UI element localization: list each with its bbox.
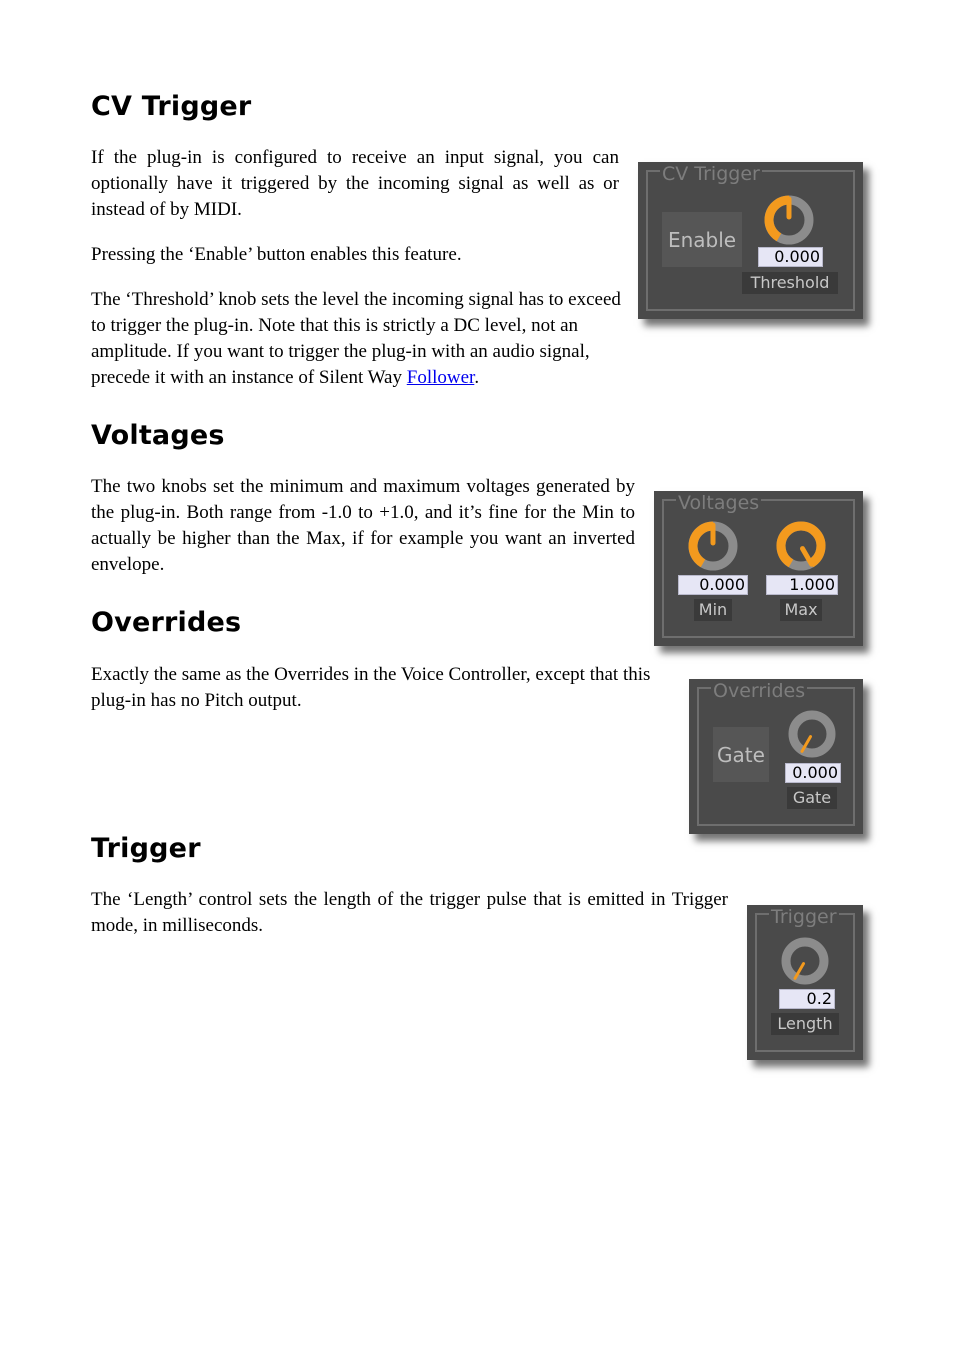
- trigger-panel: [747, 905, 863, 1060]
- section-heading-cv-trigger: CV Trigger: [91, 91, 252, 122]
- cv-trigger-paragraph-3-end: .: [474, 367, 480, 388]
- min-value-field[interactable]: 0.000: [678, 575, 748, 595]
- cv-trigger-panel: [638, 162, 863, 319]
- follower-link[interactable]: Follower: [406, 367, 475, 388]
- section-heading-trigger: Trigger: [91, 833, 201, 864]
- overrides-panel-title: Overrides: [713, 680, 806, 702]
- cv-trigger-paragraph-2: Pressing the ‘Enable’ button enables this feature.: [91, 244, 462, 265]
- min-label: Min: [694, 599, 732, 621]
- knob-level-arc: [781, 526, 821, 563]
- gate-label: Gate: [787, 787, 837, 809]
- trigger-paragraph: The ‘Length’ control sets the length of the trigger pulse that is emitted in Trigger mode, in milliseconds.: [91, 889, 728, 936]
- min-knob[interactable]: [686, 519, 740, 573]
- knob-ring: [786, 942, 824, 980]
- cv-trigger-paragraph-3: [91, 287, 631, 391]
- cv-trigger-paragraph-3-text: The ‘Threshold’ knob sets the level the incoming signal has to exceed to trigger the plug-in. Note that this is strictly a DC level, not an amplitude. If you want to trigger the plug-in with an audio signal, precede it with an instance of Silent Way: [91, 289, 621, 388]
- section-heading-voltages: Voltages: [91, 420, 225, 451]
- max-knob[interactable]: [774, 519, 828, 573]
- threshold-knob[interactable]: [762, 193, 816, 247]
- section-heading-overrides: Overrides: [91, 607, 242, 638]
- max-label: Max: [780, 599, 822, 621]
- threshold-value-field[interactable]: 0.000: [758, 247, 823, 267]
- length-label: Length: [771, 1013, 839, 1035]
- voltages-paragraph: The two knobs set the minimum and maximum voltages generated by the plug-in. Both range from -1.0 to +1.0, and it’s fine for the Min to actually be higher than the Max, if for example you want an inverted envelope.: [91, 476, 635, 575]
- enable-button[interactable]: Enable: [662, 212, 742, 267]
- length-knob[interactable]: [779, 935, 831, 987]
- gate-value-field[interactable]: 0.000: [785, 763, 841, 783]
- knob-level-arc: [769, 200, 789, 237]
- voltages-panel: [654, 491, 863, 646]
- max-value-field[interactable]: 1.000: [766, 575, 838, 595]
- cv-trigger-paragraph-1: If the plug-in is configured to receive an input signal, you can optionally have it triggered by the incoming signal as well as or instead of by MIDI.: [91, 147, 619, 220]
- length-value-field[interactable]: 0.2: [779, 989, 835, 1009]
- gate-knob[interactable]: [786, 708, 838, 760]
- overrides-paragraph: Exactly the same as the Overrides in the Voice Controller, except that this plug-in has no Pitch output.: [91, 664, 651, 711]
- cv-trigger-panel-title: CV Trigger: [662, 163, 760, 185]
- gate-button[interactable]: Gate: [713, 727, 769, 782]
- threshold-label: Threshold: [742, 272, 838, 294]
- knob-ring: [793, 715, 831, 753]
- overrides-panel: [689, 679, 863, 834]
- trigger-panel-title: Trigger: [771, 906, 837, 928]
- knob-level-arc: [693, 526, 713, 563]
- voltages-panel-title: Voltages: [678, 492, 760, 514]
